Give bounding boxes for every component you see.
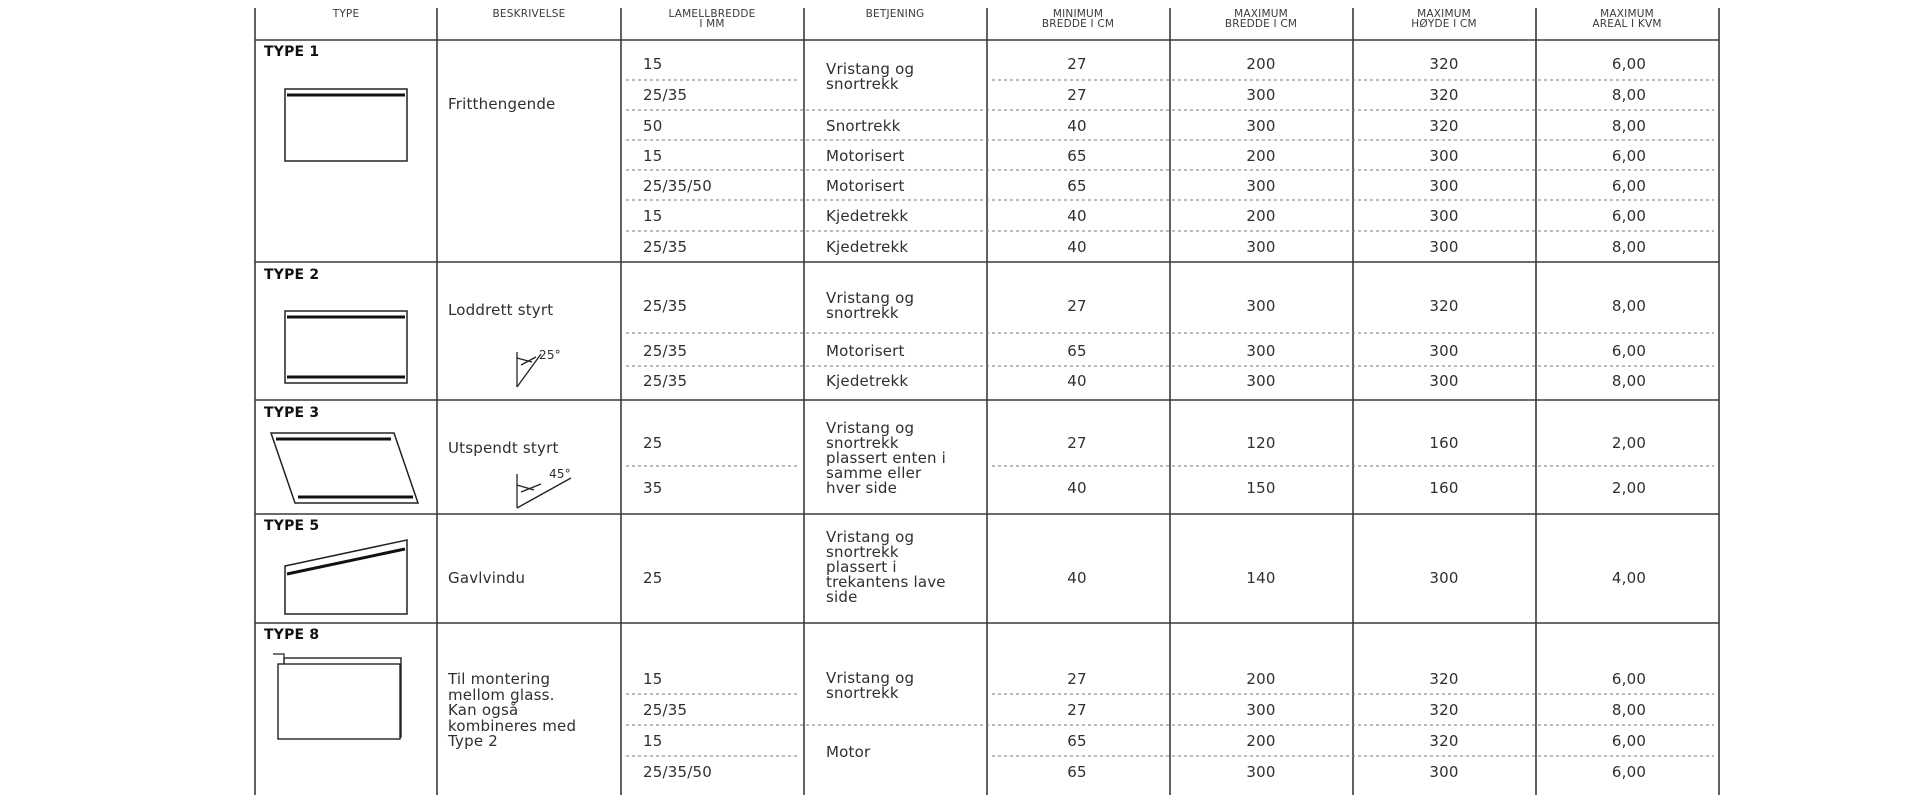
header-max-width-1: MAXIMUM	[1234, 8, 1288, 20]
slat-width: 35	[643, 479, 663, 497]
min-width: 65	[1067, 763, 1087, 781]
max-area: 6,00	[1611, 342, 1647, 360]
type2-window-icon	[285, 311, 407, 383]
max-height: 320	[1429, 732, 1459, 750]
operation: Motor	[826, 743, 871, 761]
header-operation: BETJENING	[865, 8, 925, 20]
max-width: 300	[1246, 177, 1276, 195]
type1-window-icon	[285, 89, 407, 161]
max-height: 300	[1429, 238, 1459, 256]
max-height: 300	[1429, 342, 1459, 360]
min-width: 27	[1067, 86, 1087, 104]
max-area: 2,00	[1611, 434, 1647, 452]
max-width: 300	[1246, 701, 1276, 719]
type2-angle-icon	[517, 352, 541, 387]
max-width: 300	[1246, 372, 1276, 390]
max-height: 300	[1429, 372, 1459, 390]
min-width: 40	[1067, 569, 1087, 587]
operation: Vristang og snortrekk	[826, 669, 915, 702]
max-area: 6,00	[1611, 177, 1647, 195]
description: Utspendt styrt	[448, 439, 559, 457]
max-area: 8,00	[1611, 701, 1647, 719]
max-height: 320	[1429, 86, 1459, 104]
max-height: 300	[1429, 147, 1459, 165]
slat-width: 25/35	[643, 701, 688, 719]
header-max-height-2: HØYDE I CM	[1411, 18, 1477, 30]
type3-window-icon	[271, 433, 418, 503]
max-area: 4,00	[1611, 569, 1647, 587]
operation: Motorisert	[826, 342, 905, 360]
min-width: 40	[1067, 372, 1087, 390]
max-height: 300	[1429, 207, 1459, 225]
angle-label: 25°	[539, 348, 561, 362]
min-width: 27	[1067, 434, 1087, 452]
slat-width: 25/35/50	[643, 763, 712, 781]
min-width: 65	[1067, 147, 1087, 165]
max-width: 300	[1246, 763, 1276, 781]
max-width: 200	[1246, 670, 1276, 688]
max-width: 200	[1246, 207, 1276, 225]
slat-width: 15	[643, 207, 663, 225]
operation: Vristang og snortrekk plassert enten i samme eller hver side	[826, 419, 947, 497]
max-area: 6,00	[1611, 207, 1647, 225]
max-area: 6,00	[1611, 55, 1647, 73]
type-label: TYPE 5	[264, 518, 320, 534]
type-label: TYPE 3	[264, 405, 320, 421]
operation: Snortrekk	[826, 117, 901, 135]
operation: Kjedetrekk	[826, 238, 909, 256]
slat-width: 25/35/50	[643, 177, 712, 195]
header-slat-width-2: I MM	[699, 18, 725, 30]
header-min-width-1: MINIMUM	[1052, 8, 1104, 20]
max-area: 8,00	[1611, 297, 1647, 315]
max-area: 8,00	[1611, 372, 1647, 390]
min-width: 65	[1067, 342, 1087, 360]
operation: Vristang og snortrekk	[826, 289, 915, 322]
max-height: 320	[1429, 297, 1459, 315]
operation: Kjedetrekk	[826, 207, 909, 225]
type-label: TYPE 1	[264, 44, 320, 60]
description: Gavlvindu	[448, 569, 526, 587]
min-width: 27	[1067, 55, 1087, 73]
max-height: 300	[1429, 569, 1459, 587]
max-width: 300	[1246, 86, 1276, 104]
max-area: 8,00	[1611, 238, 1647, 256]
description: Fritthengende	[448, 95, 556, 113]
max-height: 320	[1429, 670, 1459, 688]
max-height: 160	[1429, 479, 1459, 497]
min-width: 65	[1067, 732, 1087, 750]
min-width: 27	[1067, 297, 1087, 315]
slat-width: 25/35	[643, 297, 688, 315]
slat-width: 15	[643, 732, 663, 750]
slat-width: 25/35	[643, 86, 688, 104]
max-width: 200	[1246, 55, 1276, 73]
header-description: BESKRIVELSE	[492, 8, 566, 20]
max-height: 320	[1429, 55, 1459, 73]
header-max-area-2: AREAL I KVM	[1592, 18, 1662, 30]
max-area: 6,00	[1611, 147, 1647, 165]
header-min-width-2: BREDDE I CM	[1041, 18, 1115, 30]
header-max-height-1: MAXIMUM	[1417, 8, 1471, 20]
min-width: 27	[1067, 701, 1087, 719]
max-width: 140	[1246, 569, 1276, 587]
slat-width: 15	[643, 670, 663, 688]
slat-width: 50	[643, 117, 663, 135]
operation: Kjedetrekk	[826, 372, 909, 390]
max-area: 6,00	[1611, 670, 1647, 688]
max-area: 2,00	[1611, 479, 1647, 497]
description: Til montering mellom glass. Kan også kombineres med Type 2	[448, 670, 577, 750]
max-area: 8,00	[1611, 86, 1647, 104]
max-width: 300	[1246, 238, 1276, 256]
max-width: 200	[1246, 147, 1276, 165]
min-width: 27	[1067, 670, 1087, 688]
max-width: 300	[1246, 342, 1276, 360]
slat-width: 25	[643, 434, 663, 452]
max-height: 300	[1429, 763, 1459, 781]
type5-gable-icon	[285, 540, 407, 614]
operation: Vristang og snortrekk	[826, 60, 915, 93]
header-max-area-1: MAXIMUM	[1600, 8, 1654, 20]
operation: Motorisert	[826, 147, 905, 165]
header-slat-width-1: LAMELLBREDDE	[668, 8, 756, 20]
max-width: 150	[1246, 479, 1276, 497]
angle-label: 45°	[549, 467, 571, 481]
header-max-width-2: BREDDE I CM	[1224, 18, 1298, 30]
slat-width: 15	[643, 147, 663, 165]
max-height: 320	[1429, 117, 1459, 135]
max-width: 120	[1246, 434, 1276, 452]
operation: Vristang og snortrekk plassert i trekantens lave side	[826, 528, 946, 606]
slat-width: 25/35	[643, 342, 688, 360]
operation: Motorisert	[826, 177, 905, 195]
min-width: 40	[1067, 238, 1087, 256]
max-width: 200	[1246, 732, 1276, 750]
max-area: 8,00	[1611, 117, 1647, 135]
max-area: 6,00	[1611, 763, 1647, 781]
type-label: TYPE 2	[264, 267, 320, 283]
max-area: 6,00	[1611, 732, 1647, 750]
slat-width: 25/35	[643, 372, 688, 390]
slat-width: 15	[643, 55, 663, 73]
max-height: 300	[1429, 177, 1459, 195]
type8-double-glass-icon	[273, 654, 401, 739]
max-height: 320	[1429, 701, 1459, 719]
header-type: TYPE	[332, 8, 360, 20]
slat-width: 25/35	[643, 238, 688, 256]
slat-width: 25	[643, 569, 663, 587]
max-width: 300	[1246, 297, 1276, 315]
min-width: 65	[1067, 177, 1087, 195]
max-width: 300	[1246, 117, 1276, 135]
min-width: 40	[1067, 117, 1087, 135]
min-width: 40	[1067, 479, 1087, 497]
min-width: 40	[1067, 207, 1087, 225]
max-height: 160	[1429, 434, 1459, 452]
description: Loddrett styrt	[448, 301, 554, 319]
type-label: TYPE 8	[264, 627, 320, 643]
